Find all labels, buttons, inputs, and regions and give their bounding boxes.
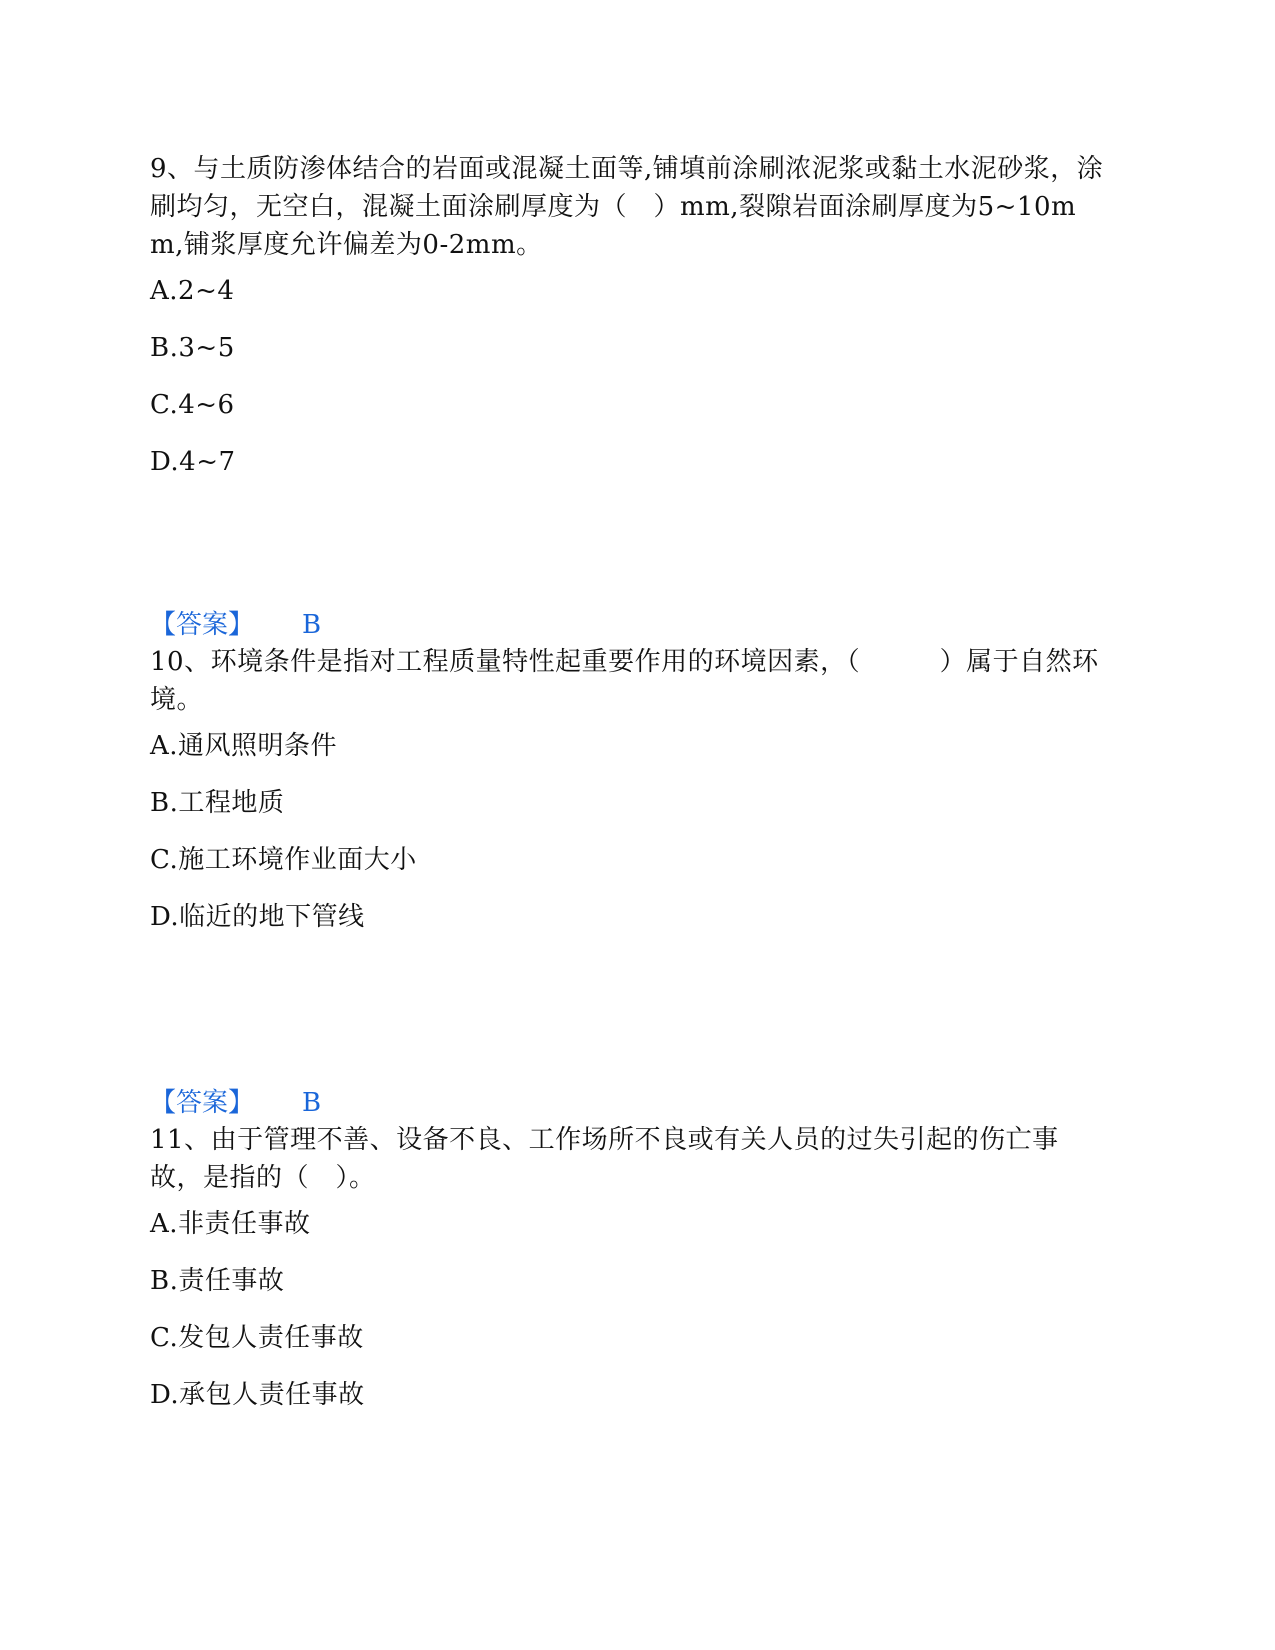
option-a: A.非责任事故 — [150, 1209, 311, 1239]
option-a: A.2~4 — [150, 276, 235, 306]
answer-value: B — [302, 610, 322, 640]
option-list — [150, 731, 1110, 932]
option-c: C.4~6 — [150, 390, 235, 420]
question-block — [150, 1121, 1110, 1437]
answer-label: 【答案】 — [150, 610, 255, 640]
answer-label: 【答案】 — [150, 1088, 255, 1118]
option-d: D.4~7 — [150, 447, 236, 477]
option-d: D.临近的地下管线 — [150, 902, 365, 932]
question-text: 9、与土质防渗体结合的岩面或混凝土面等,铺填前涂刷浓泥浆或黏土水泥砂浆，涂刷均匀，无空白，混凝土面涂刷厚度为（ ）mm,裂隙岩面涂刷厚度为5~10mm,铺浆厚度允许偏差为0-2mm。 — [150, 154, 1104, 260]
option-b: B.责任事故 — [150, 1266, 285, 1296]
option-d: D.承包人责任事故 — [150, 1380, 365, 1410]
question-text: 11、由于管理不善、设备不良、工作场所不良或有关人员的过失引起的伤亡事故，是指的（ ）。 — [150, 1125, 1059, 1193]
option-b: B.3~5 — [150, 333, 235, 363]
answer-value: B — [302, 1088, 322, 1118]
question-text: 10、环境条件是指对工程质量特性起重要作用的环境因素，（ ）属于自然环境。 — [150, 647, 1099, 715]
answer-line — [150, 1088, 321, 1118]
option-list — [150, 1209, 1110, 1410]
option-c: C.发包人责任事故 — [150, 1323, 364, 1353]
answer-line — [150, 610, 321, 640]
option-list — [150, 276, 1110, 477]
question-block — [150, 643, 1110, 959]
option-b: B.工程地质 — [150, 788, 285, 818]
question-block — [150, 150, 1110, 504]
option-c: C.施工环境作业面大小 — [150, 845, 417, 875]
option-a: A.通风照明条件 — [150, 731, 338, 761]
